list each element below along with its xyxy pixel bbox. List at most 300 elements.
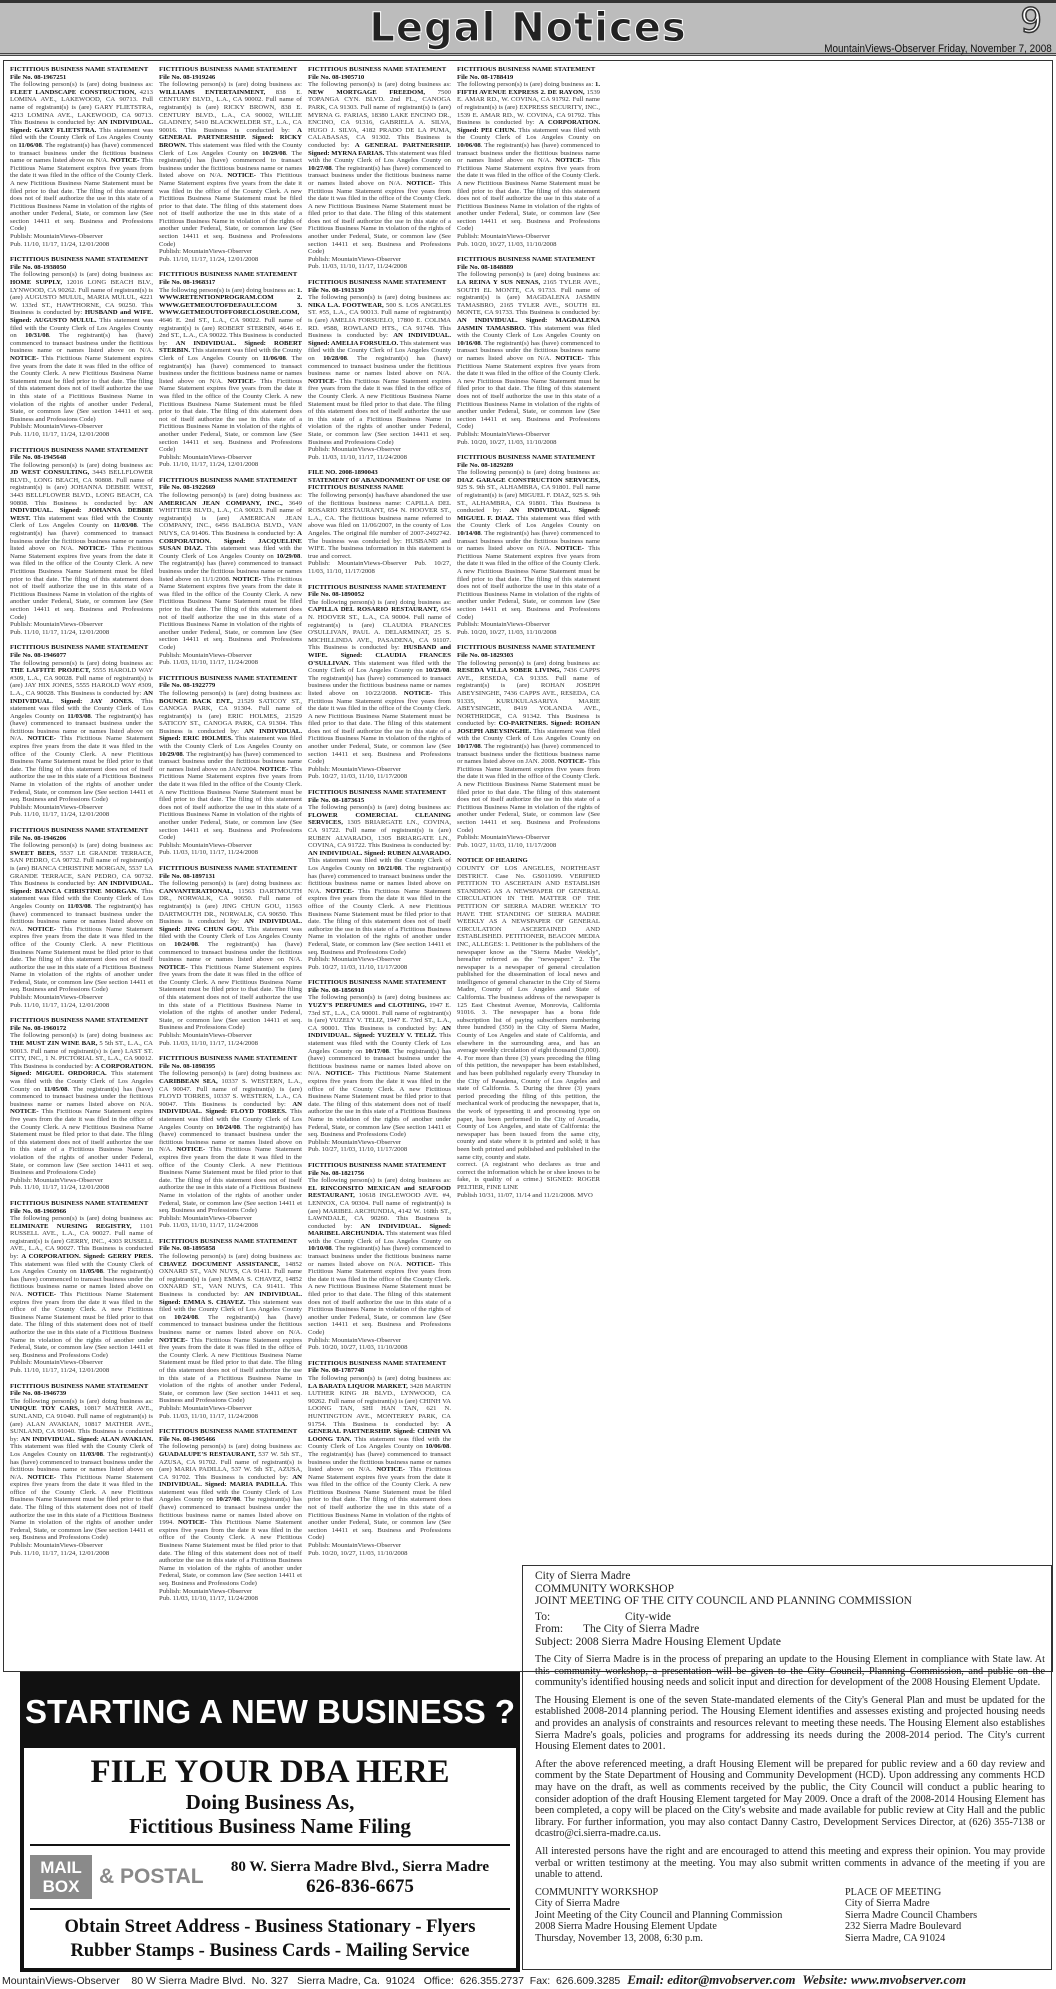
text: This statement was filed with the County Clerk of Los Angeles County on	[159, 1108, 302, 1131]
notice-body	[10, 462, 153, 621]
text: 12016 LONG BEACH BLV., LYNWOOD, CA 90262. Full name of registrant(s) is (are) AUGUSTO MULUL, MARIA MULUL, 4221 W. 133rd ST., HAWTHORNE, CA 90250. This Business is conducted by:	[10, 279, 153, 317]
text: This Fictitious Name Statement expires five years from the date it was filed in the office of the County Clerk. A new Fictitious Business Name Statement must be filed prior to that date. The filing of this statement does not of itself authorize the use in this state of a Fictitious Business Name in violation of the rights of another under Federal, State, or common law (See section 14411 et seq. Business and Professions Code)	[308, 179, 451, 256]
filing-date: 11/05/08	[79, 1268, 103, 1276]
fictitious-business-notice	[308, 279, 451, 461]
text: . The registrant(s) has (have) commenced to transact business under the fictitious business name or names listed above on JAN. 2008.	[457, 743, 600, 766]
fictitious-business-notice	[10, 256, 153, 438]
fictitious-business-notice	[159, 477, 302, 667]
text: . The registrant(s) has (have) commenced to transact business under the fictitious business name or names listed above on N/A.	[308, 1245, 451, 1268]
text: The following person(s) is (are) doing business as:	[308, 804, 451, 812]
notice-label: NOTICE-	[555, 157, 584, 165]
text: This statement was filed with the County Clerk of Los Angeles County on	[10, 317, 153, 340]
fictitious-business-notice	[159, 271, 302, 468]
text: This statement was filed with the County Clerk of Los Angeles County on	[10, 1070, 153, 1093]
text: The following person(s) is (are) doing business as:	[159, 286, 297, 294]
notice-label: NOTICE-	[403, 689, 433, 697]
notice-heading: FICTITIOUS BUSINESS NAME STATEMENT	[457, 66, 596, 73]
signature: AN INDIVIDUAL. Signed: ROBERT STERBIN.	[159, 339, 302, 355]
notice-heading: FICTITIOUS BUSINESS NAME STATEMENT	[10, 1382, 149, 1390]
text: This Fictitious Name Statement expires five years from the date it was filed in the office of the County Clerk. A new Fictitious Business Name Statement must be filed prior to that date. The filing of this statement does not of itself authorize the use in this state of a Fictitious Business Name in violation of the rights of another under Federal, State, or common law (See section 14411 et seq. Business and Professions Code)	[159, 765, 302, 842]
notice-body	[308, 804, 451, 956]
paragraph: After the above referenced meeting, a draft Housing Element will be prepared for public review and a 60 day review and comment by the State Department of Housing and Community Development (HCD). Upon addressing any comments HCD may have on the draft, as well as comments received by the public, the City Council will conduct a public hearing to consider adoption of the draft Housing Element targeted for May 2009. Once a draft of the 2008-2014 Housing Element has been completed, a copy will be placed on the City's website and made available for public review at City Hall and the public library. For further information, you may also contact Danny Castro, Development Services Director, at (626) 355-7138 or dcastro@ci.sierra-madre.ca.us.	[535, 1758, 1045, 1840]
text: The following person(s) is (are) doing business as:	[308, 81, 451, 89]
filing-date: 10/17/08	[457, 743, 481, 751]
file-number: File No. 08-1946206	[10, 834, 67, 842]
fictitious-business-notice	[308, 584, 451, 781]
business-name: BOUNCE BACK ENT.,	[159, 697, 233, 705]
publication-dates: Pub. 11/10, 11/17, 11/24, 12/01/2008	[10, 1001, 110, 1009]
notice-heading: FICTITIOUS BUSINESS NAME STATEMENT	[159, 271, 298, 279]
text: . The registrant(s) has (have) commenced to transact business under the fictitious business name or names listed above on N/A.	[10, 902, 153, 933]
signature: AN INDIVIDUAL. Signed: MAGDALENA JASMIN TAMASBRO.	[457, 317, 600, 332]
file-number: File No. 08-1919246	[159, 73, 216, 81]
notice-body	[308, 599, 451, 766]
publisher: Publish: MountainViews-Observer	[308, 956, 402, 964]
notice-label: NOTICE-	[176, 1146, 206, 1154]
business-name: CHAVEZ DOCUMENT ASSISTANCE,	[159, 1260, 280, 1268]
text: 838 E. CENTURY BLVD., L.A., CA 90002. Full name of registrant(s) is (are) RICKY BROWN, 838 E. CENTURY BLVD., L.A., CA 90002, WILLIE GLADNEY, 5410 BLACKWELDER ST., L.A., CA 90016. This Business is conducted by:	[159, 88, 302, 134]
notice-heading: FICTITIOUS BUSINESS NAME STATEMENT	[308, 583, 447, 591]
filing-date: 11/03/08	[67, 902, 91, 910]
notice-heading: FICTITIOUS BUSINESS NAME STATEMENT	[308, 1161, 447, 1169]
abandonment-body: The following person(s) has/have abandoned the use of the fictitious business name: CAPILLA DEL ROSARIO RESTAURANT, 654 N. HOOVER ST., L.A., CA. The fictitious business name referred to above was filed on 11/06/2007, in the county of Los Angeles. The original file number of 2007-2492742. The business was conducted by: HUSBAND and WIFE. The business information in this statement is true and correct.	[308, 492, 451, 560]
paragraph: The City of Sierra Madre is in the process of preparing an update to the Housing Element in compliance with State law. At this community workshop, a presentation will be given to the City Council, Planning Commission, and public on the community's identified housing needs and solicit input and direction for development of the 2008 Housing Element Update.	[535, 1654, 1045, 1689]
publisher: Publish: MountainViews-Observer	[308, 255, 402, 263]
text: This statement was filed with the County Clerk of Los Angeles County on	[308, 1032, 451, 1055]
text: This Fictitious Name Statement expires five years from the date it was filed in the office of the County Clerk. A new Fictitious Business Name Statement must be filed prior to that date. The filing of this statement does not of itself authorize the use in this state of a Fictitious Business Name in violation of the rights of another under Federal, State, or common law (See section 14411 et seq. Business and Professions Code)	[457, 354, 600, 431]
text: . The registrant(s) has (have) commenced to transact business under the fictitious business name or names listed above on N/A.	[159, 940, 302, 964]
text: The following person(s) is (are) doing business as:	[10, 271, 153, 279]
text: This Fictitious Name Statement expires five years from the date it was filed in the office of the County Clerk. A new Fictitious Business Name Statement must be filed prior to that date. The filing of this statement does not of itself authorize the use in this state of a Fictitious Business Name in violation of the rights of another under Federal, State, or common law (See section 14411 et seq. Business and Professions Code)	[10, 545, 153, 621]
notice-body	[10, 271, 153, 423]
workshop-details	[535, 1887, 845, 1945]
business-name: NEW MORTGAGE FREEDOM,	[308, 88, 426, 96]
publisher: Publish: MountainViews-Observer	[159, 1587, 253, 1595]
filing-date: 11/06/08	[262, 354, 286, 362]
text: The following person(s) is (are) doing business as:	[10, 1215, 153, 1223]
text: The following person(s) is (are) doing business as:	[457, 469, 600, 477]
publication-dates: Pub. 11/10, 11/17, 11/24, 12/01/2008	[10, 240, 110, 248]
paragraph: The Housing Element is one of the seven State-mandated elements of the City's General Plan and must be updated for the established 2008-2014 planning period. The Housing Element identifies and assesses existing and projected housing needs and provides an analysis of constraints and resources relevant to meeting these needs. The Housing Element also establishes Sierra Madre's goals, policies and programs for addressing its needs during the 2008-2014 period. The City's current Housing Element dates to 2001.	[535, 1694, 1045, 1753]
text: This Fictitious Name Statement expires five years from the date it was filed in the office of the County Clerk. A new Fictitious Business Name Statement must be filed prior to that date. The filing of this statement does not of itself authorize the use in this state of a Fictitious Business Name in violation of the rights of another under Federal, State, or common law (See section 14411 et seq. Business and Professions Code)	[308, 1466, 451, 1542]
notice-heading: FICTITIOUS BUSINESS NAME STATEMENT	[10, 66, 149, 73]
text: . The registrant(s) has (have) commenced to transact business under the fictitious business name or names listed above on N/A.	[159, 354, 302, 385]
notice-heading: FICTITIOUS BUSINESS NAME STATEMENT	[159, 1237, 298, 1245]
filing-date: 10/06/08	[457, 141, 481, 149]
text: This Fictitious Name Statement expires five years from the date it was filed in the office of the County Clerk. A new Fictitious Business Name Statement must be filed prior to that date. The filing of this statement does not of itself authorize the use in this state of a Fictitious Business Name in violation of the rights of another under Federal, State, or common law (See section 14411 et seq. Business and Professions Code)	[308, 1070, 451, 1139]
abandonment-notice	[308, 469, 451, 575]
hearing-heading: NOTICE OF HEARING	[457, 857, 528, 865]
filing-date: 10/29/08	[159, 750, 183, 758]
text: . The registrant(s) has (have) commenced to transact business under the fictitious business name or names listed above on N/A.	[10, 1085, 153, 1108]
fictitious-business-notice	[10, 66, 153, 248]
text: The following person(s) is (are) doing business as:	[159, 880, 302, 888]
text: The following person(s) is (are) doing business as:	[159, 689, 302, 697]
notice-label: NOTICE-	[406, 179, 435, 187]
text: This Fictitious Name Statement expires five years from the date it was filed in the office of the County Clerk. A new Fictitious Business Name Statement must be filed prior to that date. The filing of this statement does not of itself authorize the use in this state of a Fictitious Business Name in violation of the rights of another under Federal, State, or common law (See section 14411 et seq. Business and Professions Code)	[159, 1146, 302, 1215]
notice-label: NOTICE-	[325, 887, 355, 895]
publisher: Publish: MountainViews-Observer	[159, 1404, 253, 1412]
text: 1305 BRIARGATE LN., COVINA, CA 91722. Full name of registrant(s) is (are) RUBEN ALVARADO, 1305 BRIARGATE LN., COVINA, CA 91722. This Business is conducted by:	[308, 819, 451, 850]
fictitious-business-notice	[457, 644, 600, 849]
text: The following person(s) is (are) doing business as:	[159, 1253, 302, 1261]
text: This statement was filed with the County Clerk of Los Angeles County on	[308, 659, 451, 675]
publication-dates: Pub. 11/03, 11/10, 11/17, 11/24/2008	[159, 1595, 258, 1603]
place-line: Sierra Madre, CA 91024	[845, 1933, 946, 1945]
text: This statement was filed with the County Clerk of Los Angeles County on	[159, 545, 302, 560]
text: The following person(s) is (are) doing business as:	[10, 81, 153, 89]
text: The following person(s) is (are) doing business as:	[308, 1177, 451, 1185]
publisher: Publish: MountainViews-Observer	[10, 423, 104, 431]
publisher: Publish: MountainViews-Observer	[457, 621, 551, 629]
place-line: 232 Sierra Madre Boulevard	[845, 1921, 962, 1933]
masthead	[0, 0, 1056, 56]
signature: A CORPORATION. Signed: JACQUELINE SUSAN DIAZ.	[159, 530, 302, 553]
filing-date: 10/27/08	[308, 164, 332, 172]
notice-heading: FICTITIOUS BUSINESS NAME STATEMENT	[457, 644, 596, 652]
file-number: File No. 08-1821756	[308, 1169, 365, 1177]
file-number: File No. 08-1890052	[308, 591, 365, 599]
publisher: Publish: MountainViews-Observer	[10, 233, 104, 241]
text: . The registrant(s) has (have) commenced to transact business under the fictitious business name or names listed above on N/A.	[308, 164, 451, 187]
text: This statement was filed with the County Clerk of Los Angeles County on	[308, 1230, 451, 1245]
place-line: City of Sierra Madre	[845, 1898, 930, 1910]
publication-dates: Pub. 11/10, 11/17, 11/24, 12/01/2008	[159, 255, 259, 263]
text: This Fictitious Name Statement expires five years from the date it was filed in the office of the County Clerk. A new Fictitious Business Name Statement must be filed prior to that date. The filing of this statement does not of itself authorize the use in this state of a Fictitious Business Name in violation of the rights of another under Federal, State, or common law (See section 14411 et seq. Business and Professions Code)	[159, 1336, 302, 1405]
text: 3649 WHITTIER BLVD., L.A., CA 90023. Full name of registrant(s) is (are) AMERICAN JEAN COMPANY, INC., 6456 BALBOA BLVD., VAN NUYS, CA 91406. This Business is conducted by:	[159, 499, 302, 538]
to-value: City-wide	[625, 1610, 671, 1623]
notice-label: NOTICE-	[227, 172, 256, 180]
file-number: File No. 08-1829303	[457, 651, 514, 659]
business-name: AMERICAN JEAN COMPANY, INC.,	[159, 499, 283, 507]
workshop-line: Thursday, November 13, 2008, 6:30 p.m.	[535, 1933, 703, 1945]
business-name: EL RINCONSITO MEXICAN and SEAFOOD RESTAURANT,	[308, 1184, 451, 1200]
filing-date: 11/03/08	[67, 712, 91, 720]
notice-body	[457, 81, 600, 233]
text: This Fictitious Name Statement expires five years from the date it was filed in the office of the County Clerk. A new Fictitious Business Name Statement must be filed prior to that date. The filing of this statement does not of itself authorize the use in this state of a Fictitious Business Name in violation of the rights of another under Federal, State, or common law (See section 14411 et seq. Business and Professions Code)	[457, 545, 600, 621]
notice-column	[159, 66, 302, 1666]
notice-heading: FICTITIOUS BUSINESS NAME STATEMENT	[159, 476, 298, 484]
publisher: Publish: MountainViews-Observer	[308, 1336, 402, 1344]
abandonment-file: FILE NO. 2008-1890043	[308, 469, 378, 477]
ad-services: Obtain Street Address - Business Stationary - Flyers	[64, 1917, 476, 1937]
text: . The registrant(s) has (have) commenced to transact business under the fictitious business name or names listed above on N/A.	[10, 1268, 153, 1299]
notice-body	[159, 1443, 302, 1587]
text: . The registrant(s) has (have) commenced to transact business under the fictitious business name or names listed above on N/A.	[308, 864, 451, 895]
text: The following person(s) is (are) doing business as:	[159, 81, 302, 89]
publication-dates: Publish 10/31, 11/07, 11/14 and 11/21/2008. MVO	[457, 1191, 593, 1199]
publication-dates: Pub. 11/10, 11/17, 11/24, 12/01/2008	[10, 628, 110, 636]
place-of-meeting	[845, 1887, 977, 1945]
file-number: File No. 08-1856918	[308, 986, 365, 994]
text: . The registrant(s) has (have) commenced to transact business under the fictitious business name or names listed above on N/A.	[159, 1313, 302, 1336]
notice-heading: FICTITIOUS BUSINESS NAME STATEMENT	[159, 66, 298, 73]
notice-label: NOTICE-	[10, 354, 39, 362]
business-name: RESEDA VILLA SOBER LIVING,	[457, 667, 562, 675]
notice-heading: FICTITIOUS BUSINESS NAME STATEMENT	[457, 454, 596, 462]
text: The following person(s) is (are) doing business as:	[308, 598, 451, 606]
fictitious-business-notice	[457, 256, 600, 446]
notice-body	[10, 1398, 153, 1542]
notice-body	[159, 880, 302, 1032]
text: This statement was filed with the County Clerk of Los Angeles County on	[10, 1443, 153, 1458]
notice-heading: FICTITIOUS BUSINESS NAME STATEMENT	[10, 256, 149, 264]
notice-label: NOTICE-	[159, 1336, 188, 1344]
text: The following person(s) is (are) doing business as:	[10, 842, 153, 850]
text: This statement was filed with the County Clerk of Los Angeles County on	[10, 126, 153, 149]
publisher: Publish: MountainViews-Observer	[159, 651, 253, 659]
footer-website[interactable]: Website: www.mvobserver.com	[802, 1972, 966, 1987]
text: The following person(s) is (are) doing business as:	[159, 1443, 302, 1451]
publisher: Publish: MountainViews-Observer	[308, 1542, 402, 1550]
notice-column	[904, 66, 1047, 1558]
filing-date: 11/03/08	[79, 1450, 103, 1458]
publication-dates: Pub. 11/10, 11/17, 11/24, 12/01/2008	[10, 1366, 110, 1374]
text: 5537 LE GRANDE TERRACE, SAN PEDRO, CA 90732. Full name of registrant(s) is (are) BIANCA CHRISTINE MORGAN, 5537 LA GRANDE TERRACE, SAN PEDRO, CA 90732. This Business is conducted by:	[10, 849, 153, 888]
text: This statement was filed with the County Clerk of Los Angeles County on	[10, 514, 153, 530]
text: This Fictitious Name Statement expires five years from the date it was filed in the office of the County Clerk. A new Fictitious Business Name Statement must be filed prior to that date. The filing of this statement does not of itself authorize the use in this state of a Fictitious Business Name in violation of the rights of another under Federal, State, or common law (See section 14411 et seq. Business and Professions Code)	[457, 758, 600, 834]
file-number: File No. 08-1897131	[159, 872, 216, 880]
notice-body	[308, 1375, 451, 1542]
file-number: File No. 08-1895858	[159, 1245, 216, 1253]
file-number: File No. 08-1960966	[10, 1207, 67, 1215]
filing-date: 10/24/08	[174, 1313, 198, 1321]
text: This Fictitious Name Statement expires five years from the date it was filed in the office of the County Clerk. A new Fictitious Business Name Statement must be filed prior to that date. The filing of this statement does not of itself authorize the use in this state of a Fictitious Business Name in violation of the rights of another under Federal, State, or common law (See section 14411 et seq. Business and Professions Code)	[308, 1260, 451, 1336]
text: The following person(s) is (are) doing business as:	[457, 271, 600, 279]
file-number: File No. 08-1968317	[159, 279, 216, 287]
file-number: File No. 08-1898395	[159, 1062, 216, 1070]
text: 5555 HAROLD WAY #309, L.A., CA 90028. Full name of registrant(s) is (are) JAY HIX JONES, 5555 HAROLD WAY #309, L.A., CA 90028. This Business is conducted by:	[10, 667, 153, 697]
notice-heading: FICTITIOUS BUSINESS NAME STATEMENT	[10, 1199, 149, 1207]
filing-date: 11/05/08	[44, 1085, 68, 1093]
publication-dates: Pub. 10/27, 11/03, 11/10, 11/17/2008	[457, 841, 557, 849]
signature: AN INDIVIDUAL. Signed: JAY JONES.	[10, 689, 153, 705]
signature: A CORPORATION. Signed: MIGUEL ORDORICA.	[10, 1062, 153, 1078]
fictitious-business-notice	[159, 1428, 302, 1603]
text: 10337 S. WESTERN, L.A., CA 90047. Full name of registrant(s) is (are) FLOYD TORRES, 10337 S. WESTERN, L.A., CA 90047. This Business is conducted by:	[159, 1078, 302, 1108]
notice-body	[10, 1032, 153, 1176]
publication-dates: Pub. 11/10, 11/17, 11/24, 12/01/2008	[10, 1184, 110, 1192]
fictitious-business-notice	[10, 1200, 153, 1375]
fictitious-business-notice	[159, 865, 302, 1047]
fictitious-business-notice	[159, 1055, 302, 1230]
signature: AN INDIVIDUAL. Signed: EMMA S. CHAVEZ.	[159, 1291, 302, 1306]
text: The following person(s) is (are) doing business as:	[10, 1032, 153, 1040]
publication-dates: Pub. 11/10, 11/17, 11/24, 12/01/2008	[159, 461, 259, 469]
place-line: Sierra Madre Council Chambers	[845, 1909, 978, 1921]
filing-date: 11/03/08	[113, 522, 137, 530]
publisher: Publish: MountainViews-Observer	[159, 1032, 253, 1040]
text: This Fictitious Name Statement expires five years from the date it was filed in the office of the County Clerk. A new Fictitious Business Name Statement must be filed prior to that date. The filing of this statement does not of itself authorize the use in this state of a Fictitious Business Name in violation of the rights of another under Federal, State, or common law (See section 14411 et seq. Business and Professions Code)	[10, 1473, 153, 1542]
business-name: THE MUST ZIN WINE BAR,	[10, 1040, 98, 1048]
signature: A GENERAL PARTNERSHIP. Signed: MYRNA FARIAS.	[308, 141, 451, 157]
publication-dates: Pub. 11/03, 11/10, 11/17, 11/24/2008	[159, 1222, 258, 1230]
signature: AN INDIVIDUAL. Signed: RUBEN ALVARADO.	[308, 849, 451, 857]
signature: A CORPORATION. Signed: PEI CHUN.	[457, 119, 600, 134]
notice-heading: FICTITIOUS BUSINESS NAME STATEMENT	[10, 644, 149, 652]
file-number: File No. 08-1938050	[10, 263, 67, 271]
publication-dates: Pub. 11/10, 11/17, 11/24, 12/01/2008	[10, 811, 110, 819]
business-name: NIKA L.A. FOOTWEAR,	[308, 301, 384, 309]
publisher: Publish: MountainViews-Observer	[10, 1359, 104, 1367]
business-name: 1. FIFTH AVENUE EXPRESS 2. DE RAYON,	[457, 81, 600, 96]
notice-label: NOTICE-	[232, 575, 262, 583]
workshop-line: Joint Meeting of the City Council and Planning Commission	[535, 1909, 783, 1921]
text: . The registrant(s) has (have) commenced to transact business under the fictitious business name or names listed above on N/A.	[159, 149, 302, 180]
ad-title: FILE YOUR DBA HERE	[90, 1754, 450, 1790]
notice-label: NOTICE-	[78, 545, 107, 553]
text: This statement was filed with the County Clerk of Los Angeles County on	[308, 857, 451, 872]
publisher: Publish: MountainViews-Observer	[457, 430, 551, 438]
notice-column	[755, 66, 898, 1558]
text: . The registrant(s) has (have) commenced to transact business under the fictitious business name or names listed above on N/A.	[10, 332, 153, 355]
publisher: Publish: MountainViews-Observer	[10, 994, 104, 1002]
text: 14852 OXNARD ST., VAN NUYS, CA 91411. Full name of registrant(s) is (are) EMMA S. CHAVEZ, 14852 OXNARD ST., VAN NUYS, CA 91411. This Business is conducted by:	[159, 1260, 302, 1299]
divider	[30, 1908, 510, 1910]
city-name: City of Sierra Madre	[535, 1570, 631, 1582]
notice-body	[159, 287, 302, 454]
file-number: File No. 08-1905710	[308, 73, 365, 81]
text: This statement was filed with the County Clerk of Los Angeles County on	[10, 1260, 153, 1276]
publisher: Publish: MountainViews-Observer	[308, 765, 402, 773]
to-label: To:	[535, 1610, 551, 1623]
signature: AN INDIVIDUAL. Signed: MARIA PADILLA.	[159, 1473, 302, 1489]
publication-dates: Pub. 10/20, 10/27, 11/03, 11/10/2008	[308, 1549, 408, 1557]
text: The following person(s) is (are) doing business as:	[308, 294, 451, 302]
notice-heading: FICTITIOUS BUSINESS NAME STATEMENT	[159, 674, 298, 682]
notice-body	[457, 469, 600, 621]
text: The following person(s) is (are) doing business as:	[457, 659, 600, 667]
fictitious-business-notice	[159, 66, 302, 263]
publisher: Publish: MountainViews-Observer	[10, 1176, 104, 1184]
hearing-notice	[457, 857, 600, 1199]
notice-heading: FICTITIOUS BUSINESS NAME STATEMENT	[308, 1359, 447, 1367]
signature: AN INDIVIDUAL. Signed: ERIC HOLMES.	[159, 727, 302, 743]
text: . The registrant(s) has (have) commenced to transact business under the fictitious business name or names listed above on N/A.	[10, 522, 153, 553]
text: This statement was filed with the County Clerk of Los Angeles County on	[457, 727, 600, 743]
page-title: Legal Notices	[369, 5, 687, 51]
notice-heading: FICTITIOUS BUSINESS NAME STATEMENT	[308, 979, 447, 987]
publication-dates: Pub. 10/27, 11/03, 11/10, 11/17/2008	[308, 1146, 408, 1154]
notice-body	[10, 1215, 153, 1359]
text: The following person(s) is (are) doing business as:	[159, 492, 302, 500]
notice-label: NOTICE-	[27, 735, 57, 743]
text: 7500 TOPANGA CYN. BLVD. 2nd FL., CANOGA PARK, CA 91303. Full name of registrant(s) is (are) MYRNA G. FARIAS, 18380 LAKE ENCINO DR., ENCINO, CA 91316, GABRIELA A. SILVA, HUGO J. SILVA, 4182 PRADO DE LA PUMA, CALABASAS, CA 91302. This Business is conducted by:	[308, 88, 451, 149]
notice-label: NOTICE-	[27, 925, 57, 933]
signature: AN INDIVIDUAL. Signed: JOHANNA DEBBIE WEST.	[10, 499, 153, 522]
business-name: GUADALUPE'S RESTAURANT,	[159, 1450, 257, 1458]
text: This Fictitious Name Statement expires five years from the date it was filed in the office of the County Clerk. A new Fictitious Business Name Statement must be filed prior to that date. The filing of this statement does not of itself authorize the use in this state of a Fictitious Business Name in violation of the rights of another under Federal, State, or common law (See section 14411 et seq. Business and Professions Code)	[159, 1519, 302, 1587]
publication-dates: Pub. 11/10, 11/17, 11/24, 12/01/2008	[10, 1549, 110, 1557]
text: . The registrant(s) has (have) commenced to transact business under the fictitious business name or names listed above on 11/1/2008.	[159, 552, 302, 583]
filing-date: 10/16/08	[457, 339, 481, 347]
file-number: File No. 08-1945648	[10, 454, 67, 462]
fictitious-business-notice	[308, 1162, 451, 1352]
notice-body	[308, 994, 451, 1138]
fictitious-business-notice	[308, 789, 451, 971]
text: . The registrant(s) has (have) commenced to transact business under the fictitious business name or names listed above on N/A.	[308, 1443, 451, 1474]
signature: AN INDIVIDUAL. Signed: BIANCA CHRISTINE MORGAN.	[10, 880, 153, 895]
text: 10618 INGLEWOOD AVE. #4, LENNOX, CA 90304. Full name of registrant(s) is (are) MARIBEL ARCHUNDIA, 4142 W. 168th ST., LAWNDALE, CA 90260. This Business is conducted by:	[308, 1192, 451, 1230]
signature: AN INDIVIDUAL. Signed: AMELIA FORSUELO.	[308, 332, 451, 347]
notice-body	[159, 492, 302, 651]
business-name: DIAZ GARAGE CONSTRUCTION SERVICES,	[457, 476, 600, 484]
text: This Fictitious Name Statement expires five years from the date it was filed in the office of the County Clerk. A new Fictitious Business Name Statement must be filed prior to that date. The filing of this statement does not of itself authorize the use in this state of a Fictitious Business Name in violation of the rights of another under Federal, State, or common law (See section 14411 et seq. Business and Professions Code)	[10, 925, 153, 994]
fictitious-business-notice	[10, 827, 153, 1009]
text: The following person(s) is (are) doing business as:	[159, 1070, 302, 1078]
from-value: The City of Sierra Madre	[583, 1623, 700, 1635]
text: This Fictitious Name Statement expires five years from the date it was filed in the office of the County Clerk. A new Fictitious Business Name Statement must be filed prior to that date. The filing of this statement does not of itself authorize the use in this state of a Fictitious Business Name in violation of the rights of another under Federal, State, or common law (See section 14411 et seq. Business and Professions Code)	[10, 1108, 153, 1177]
workshop-title: COMMUNITY WORKSHOP	[535, 1582, 674, 1595]
business-name: CANVANTERATIONAL,	[159, 887, 234, 895]
text: 1539 E. AMAR RD., W. COVINA, CA 91792. Full name of registrant(s) is (are) EXPRESS SECURITY, INC., 1539 E. AMAR RD., W. COVINA, CA 91792. This Business is conducted by:	[457, 88, 600, 127]
notice-label: NOTICE-	[10, 1108, 39, 1116]
text: The following person(s) is (are) doing business as:	[10, 461, 153, 469]
signature: A CORPORATION. Signed: GERRY PRES.	[21, 1253, 153, 1261]
filing-date: 10/23/08	[425, 667, 450, 675]
notice-label: NOTICE-	[308, 377, 337, 385]
filing-date: 10/31/08	[25, 332, 49, 340]
logo-postal: & POSTAL	[99, 1865, 204, 1888]
mailbox-logo	[30, 1855, 92, 1899]
publisher: Publish: MountainViews-Observer	[457, 233, 551, 241]
text: 2165 TYLER AVE., SOUTH EL MONTE, CA 91733. Full name of registrant(s) is (are) MAGDALENA JASMIN TAMASBRO, 2165 TYLER AVE., SOUTH EL MONTE, CA 91733. This Business is conducted by:	[457, 279, 600, 317]
signature: AN INDIVIDUAL. Signed: FLOYD TORRES.	[159, 1100, 302, 1116]
text: This Fictitious Name Statement expires five years from the date it was filed in the office of the County Clerk. A new Fictitious Business Name Statement must be filed prior to that date. The filing of this statement does not of itself authorize the use in this state of a Fictitious Business Name in violation of the rights of another under Federal, State, or common law (See section 14411 et seq. Business and Professions Code)	[10, 735, 153, 804]
publication-dates: Pub. 11/03, 11/10, 11/17, 11/24/2008	[308, 453, 407, 461]
ad-services: Rubber Stamps - Business Cards - Mailing Service	[70, 1941, 470, 1961]
fictitious-business-notice	[159, 1238, 302, 1420]
publication-dates: Pub. 11/03, 11/10, 11/17, 11/24/2008	[159, 1412, 258, 1420]
notice-heading: FICTITIOUS BUSINESS NAME STATEMENT	[10, 446, 149, 454]
fictitious-business-notice	[457, 454, 600, 636]
signature: AN INDIVIDUAL. Signed: JING CHUN GOU.	[159, 918, 302, 933]
business-name: CAPILLA DEL ROSARIO RESTAURANT,	[308, 606, 438, 614]
business-name: HOME SUPPLY,	[10, 279, 63, 287]
ad-address: 80 W. Sierra Madre Blvd., Sierra Madre	[230, 1859, 490, 1875]
dba-filing-advertisement	[20, 1672, 520, 1972]
text: 4213 LOMINA AVE., LAKEWOOD, CA 90713. Full name of registrant(s) is (are) GARY FLIETSTRA, 4213 LOMINA AVE., LAKEWOOD, CA 90713. This Business is conducted by:	[10, 88, 153, 127]
filing-date: 10/24/08	[216, 1123, 240, 1131]
text: This statement was filed with the County Clerk of Los Angeles County on	[159, 735, 302, 751]
publisher: Publish: MountainViews-Observer	[457, 834, 551, 842]
business-name: YUZY'S PERFUMES and CLOTHING,	[308, 1002, 427, 1010]
logo-text: MAIL	[40, 1858, 82, 1877]
notice-body	[308, 81, 451, 256]
text: The following person(s) is (are) doing business as:	[457, 81, 595, 89]
file-number: File No. 08-1913139	[308, 286, 365, 294]
text: . The registrant(s) has (have) commenced to transact business under the fictitious business name or names listed above on JAN/2004.	[159, 750, 302, 773]
text: 5 5th ST., L.A., CA 90013. Full name of registrant(s) is (are) LAST ST. CITY, INC., 1 N. PICTORIAL ST., L.A., CA 90012. This Business is conducted by:	[10, 1040, 153, 1070]
notice-heading: FICTITIOUS BUSINESS NAME STATEMENT	[159, 1055, 298, 1063]
text: This statement was filed with the County Clerk of Los Angeles County on	[457, 514, 600, 530]
hearing-body: COUNTY OF LOS ANGELES, NORTHEAST DISTRICT. Case No. GS011099. VERIFIED PETITION TO ASCERTAIN AND ESTABLISH STANDING AS A NEWSPAPER OF GENERAL CIRCULATION IN THE MATTER OF THE PETITION OF SIERRA MADRE WEEKLY TO HAVE THE STANDING OF SIERRA MADRE WEEKLY AS A NEWSPAPER OF GENERAL CIRCULATION ASCERTAINED AND ESTABLISHED. PETITIONER, BEACON MEDIA INC, ALLEGES: 1. Petitioner is the publishers of the newspaper know as the "Sierra Madre Weekly", hereafter referred as the "newspaper." 2. The newspaper is a newspaper of general circulation published for the dissemination of local news and intelligence of general character in the City of Sierra Madre, County of Los Angeles and State of California. The business address of the newspaper is 125 East Chestnut Avenue, Monrovia, California 91016. 3. The newspaper has a bona fide subscription list of paying subscribers numbering three hundred (350) in the City of Sierra Madre, County of Los Angeles and state of California, and elsewhere in the surrounding area, and has an average weekly circulation of eight thousand (3,000). 4. For more than three (3) years preceding the filing of this petition, the newspaper has been established, and has been published regularly every Thursday in the City of Pasadena, County of Los Angeles and state of California. 5. During the three (3) years period preceding the filing of this petition, the mechanical work of producing the newspaper, that is, the work of typesetting it and processing type on paper, has been performed in the City of Arcadia, County of Los Angeles, and state of California: the newspaper has been issued from the same city, county and state where it is printed and sold; it has been both printed and published and published in the same city, county and state.	[457, 864, 600, 1161]
divider	[30, 1844, 510, 1846]
fictitious-business-notice	[308, 1360, 451, 1557]
signature: HUSBAND and WIFE. Signed: CLAUDIA FRANCES O'SULLIVAN.	[308, 644, 451, 667]
footer-email[interactable]: Email: editor@mvobserver.com	[627, 1972, 796, 1987]
file-number: File No. 08-1922779	[159, 682, 216, 690]
abandonment-heading: STATEMENT OF ABANDONMENT OF USE OF FICTITIOUS BUSINESS NAME	[308, 476, 451, 492]
ad-subtitle: Fictitious Business Name Filing	[129, 1814, 411, 1838]
filing-date: 10/10/08	[308, 1245, 332, 1253]
signature: A GENERAL PARTNERSHIP. Signed: CHINH VA LOONG TAN.	[308, 1420, 451, 1443]
text: 1947 E. 73rd ST., L.A., CA 90001. Full name of registrant(s) is (are) YUZELY V. TELIZ, 1947 E. 73rd ST., L.A., CA 90001. This Business is conducted by:	[308, 1002, 451, 1032]
notice-label: NOTICE-	[110, 157, 140, 165]
text: . The registrant(s) has (have) commenced to transact business under the fictitious business name or names listed above on 1994.	[159, 1496, 302, 1527]
file-number: File No. 08-1922669	[159, 484, 216, 492]
text: 654 N. HOOVER ST., L.A., CA 90004. Full name of registrant(s) is (are) CLAUDIA FRANCES O'SULLIVAN, PAUL A. DELARMINAT, 25 S. MICHILLINDA AVE., PASADENA, CA 91107. This Business is conducted by:	[308, 606, 451, 652]
